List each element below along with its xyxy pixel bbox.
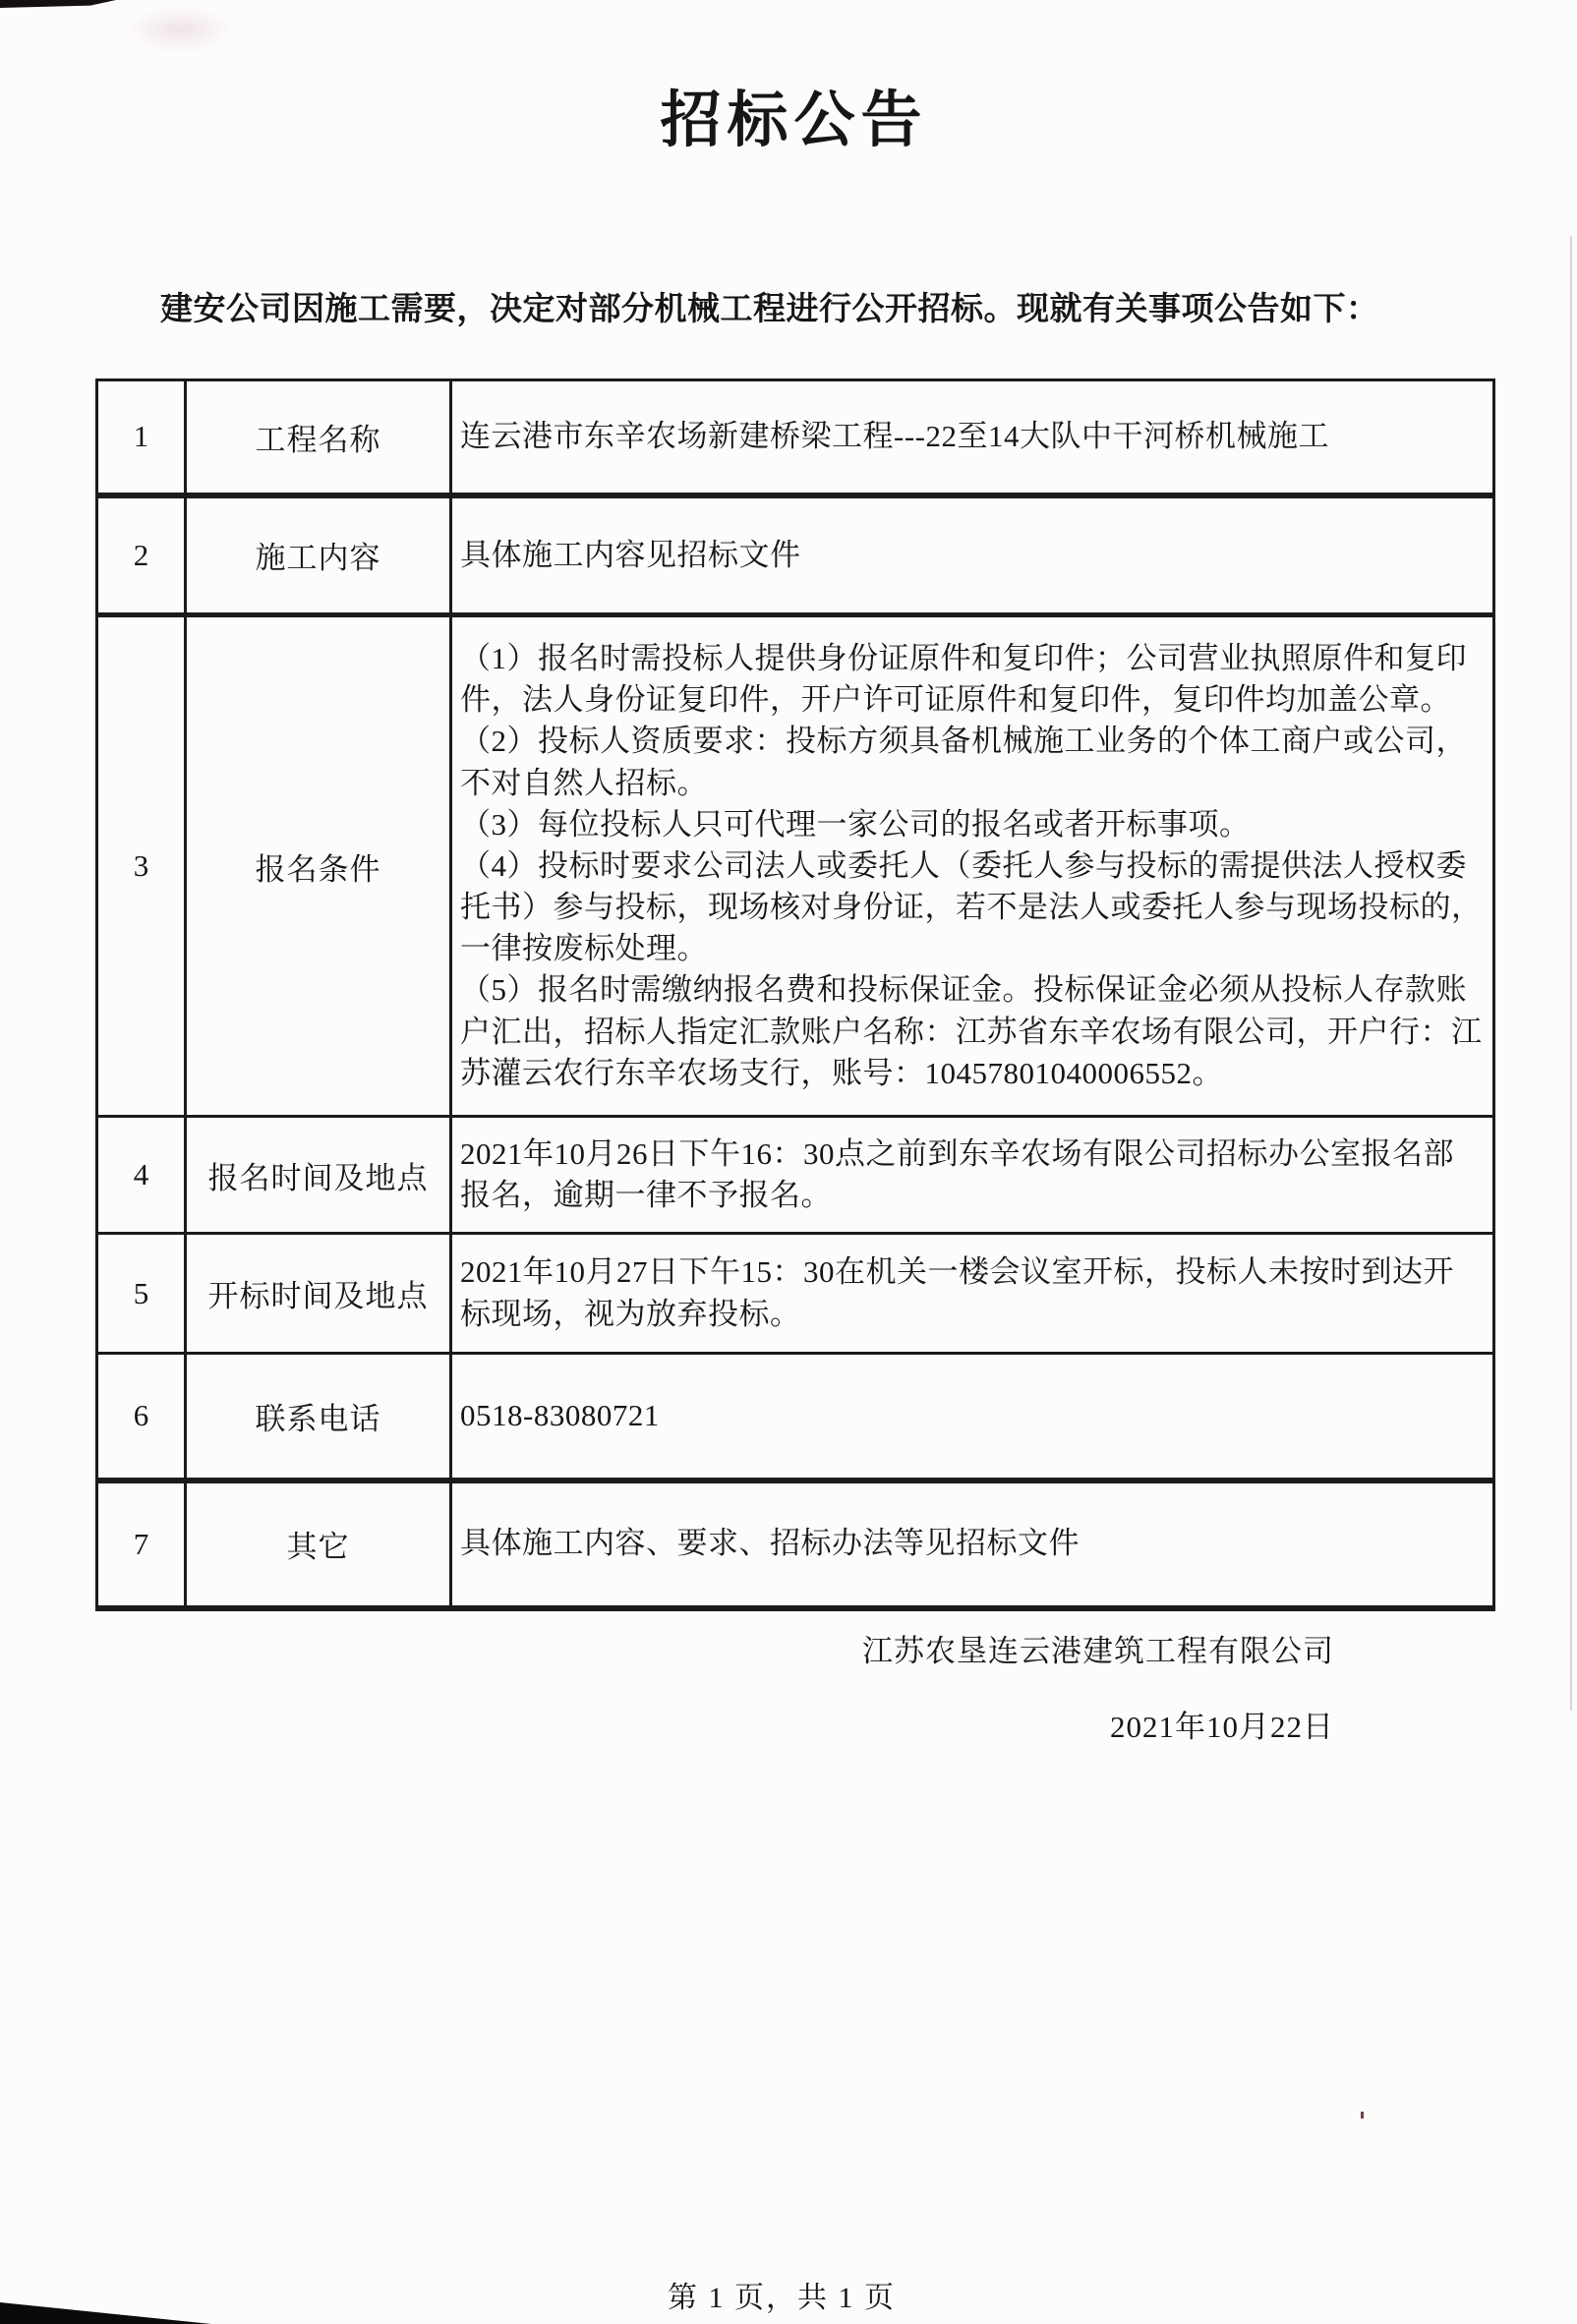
scan-smudge — [126, 6, 234, 53]
row-label-cell: 报名时间及地点 — [186, 1117, 451, 1234]
content-paragraph: 2021年10月26日下午16：30点之前到东辛农场有限公司招标办公室报名部报名，逾期一律不予报名。 — [460, 1135, 1454, 1212]
announcement-table-body — [97, 380, 1494, 1608]
row-content-cell — [451, 1481, 1494, 1608]
row-label-cell: 其它 — [186, 1481, 451, 1608]
row-label-cell: 施工内容 — [186, 495, 451, 615]
content-paragraph: （4）投标时要求公司法人或委托人（委托人参与投标的需提供法人授权委托书）参与投标，现场核对身份证，若不是法人或委托人参与现场投标的，一律按废标处理。 — [460, 847, 1483, 966]
row-number-cell: 7 — [97, 1481, 186, 1608]
row-content-cell — [451, 615, 1494, 1117]
row-label-cell: 开标时间及地点 — [186, 1234, 451, 1354]
row-content-cell — [451, 1117, 1494, 1234]
content-paragraph: 连云港市东辛农场新建桥梁工程---22至14大队中干河桥机械施工 — [460, 419, 1329, 454]
content-paragraph: 具体施工内容、要求、招标办法等见招标文件 — [460, 1526, 1080, 1561]
table-row — [97, 615, 1494, 1117]
content-paragraph: 0518-83080721 — [460, 1398, 660, 1433]
row-number-cell: 1 — [97, 380, 186, 495]
row-label-cell: 工程名称 — [186, 380, 451, 495]
row-number-cell: 6 — [97, 1354, 186, 1481]
row-number-cell: 4 — [97, 1117, 186, 1234]
content-paragraph: 具体施工内容见招标文件 — [460, 537, 801, 572]
content-paragraph: （1）报名时需投标人提供身份证原件和复印件；公司营业执照原件和复印件，法人身份证复印件，开户许可证原件和复印件，复印件均加盖公章。 — [460, 641, 1467, 718]
signature-company: 江苏农垦连云港建筑工程有限公司 — [862, 1634, 1334, 1668]
signature-date: 2021年10月22日 — [1110, 1710, 1334, 1744]
content-paragraph: （3）每位投标人只可代理一家公司的报名或者开标事项。 — [460, 806, 1251, 842]
row-number-cell: 3 — [97, 615, 186, 1117]
content-paragraph: 2021年10月27日下午15：30在机关一楼会议室开标，投标人未按时到达开标现场，视为放弃投标。 — [460, 1254, 1454, 1331]
table-row — [97, 1234, 1494, 1354]
row-label-cell: 报名条件 — [186, 615, 451, 1117]
table-row — [97, 495, 1494, 615]
table-row — [97, 1354, 1494, 1481]
page-title: 招标公告 — [660, 87, 928, 154]
scan-speck — [1361, 2112, 1364, 2119]
row-content-cell — [451, 1354, 1494, 1481]
intro-paragraph: 建安公司因施工需要，决定对部分机械工程进行公开招标。现就有关事项公告如下： — [160, 290, 1379, 326]
page-footer — [0, 2273, 1563, 2316]
page-edge-shadow — [1570, 236, 1572, 1711]
content-paragraph: （2）投标人资质要求：投标方须具备机械施工业务的个体工商户或公司，不对自然人招标。 — [460, 724, 1467, 800]
table-row — [97, 1481, 1494, 1608]
row-content-cell — [451, 1234, 1494, 1354]
row-content-cell — [451, 495, 1494, 615]
signature-block — [95, 1632, 1334, 1747]
table-row — [97, 380, 1494, 495]
row-content-cell — [451, 380, 1494, 495]
row-number-cell: 5 — [97, 1234, 186, 1354]
row-label-cell: 联系电话 — [186, 1354, 451, 1481]
table-row — [97, 1117, 1494, 1234]
page-indicator: 第 1 页，共 1 页 — [668, 2282, 896, 2314]
row-number-cell: 2 — [97, 495, 186, 615]
scan-artifact-top-left — [0, 0, 116, 8]
content-paragraph: （5）报名时需缴纳报名费和投标保证金。投标保证金必须从投标人存款账户汇出，招标人指定汇款账户名称：江苏省东辛农场有限公司，开户行：江苏灌云农行东辛农场支行，账号：10457801040006552。 — [460, 972, 1483, 1090]
announcement-table — [95, 378, 1495, 1611]
